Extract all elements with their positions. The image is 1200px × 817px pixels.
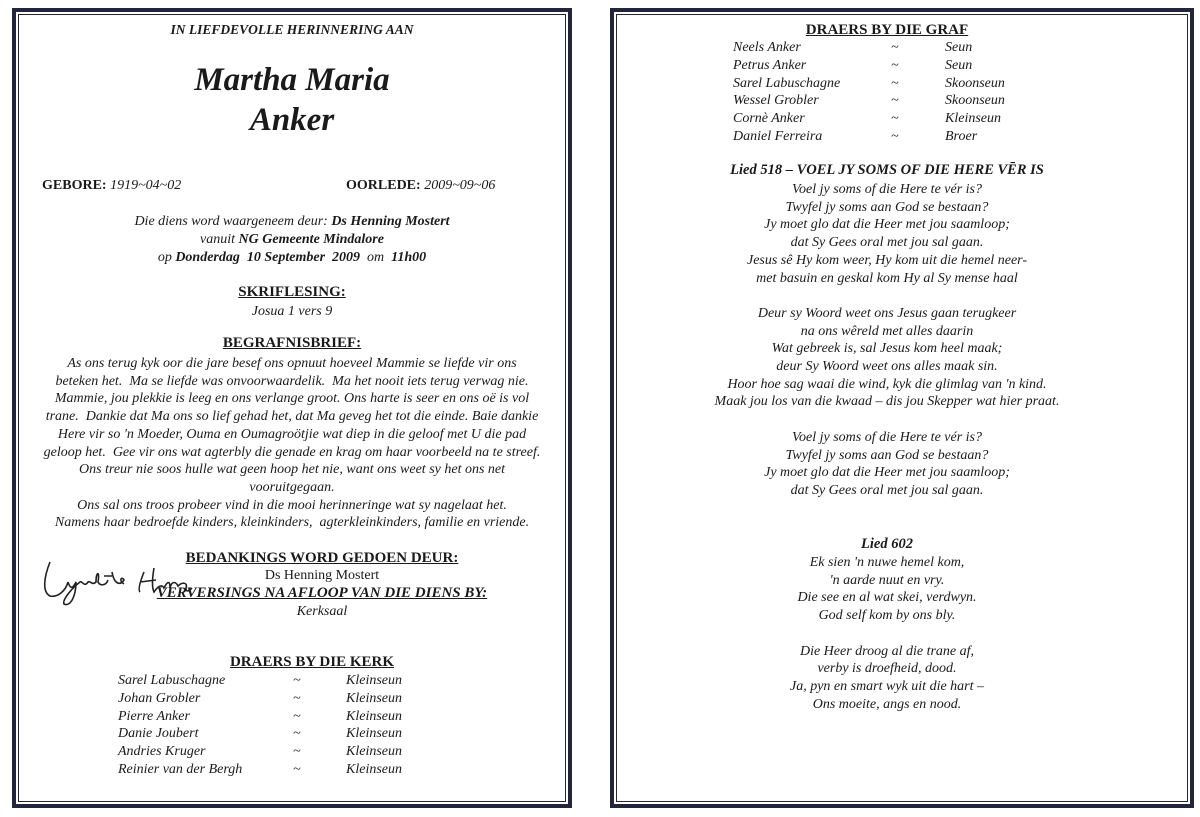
letter-line: beteken het. Ma se liefde was onvoorwaardelik. Ma het nooit iets terug verwag nie. — [55, 373, 529, 389]
song-verse — [584, 429, 1190, 500]
bearer-name: Wessel Grobler — [733, 93, 819, 109]
deceased-name-last: Anker — [249, 102, 335, 138]
bearer-name: Andries Kruger — [118, 744, 206, 760]
service-time: 11h00 — [391, 250, 427, 265]
letter-line: Here vir so 'n Moeder, Ouma en Oumagroötjie wat diep in die geloof met U die pad — [57, 426, 527, 442]
bearer-relation: Kleinseun — [346, 690, 402, 706]
bearer-relation: Skoonseun — [945, 75, 1005, 91]
lyric-line: Voel jy soms of die Here te vér is? — [792, 182, 982, 197]
bearer-separator: ~ — [293, 673, 301, 688]
bearer-row — [614, 111, 1190, 129]
officiant-name: Ds Henning Mostert — [331, 214, 450, 229]
bearer-separator: ~ — [891, 40, 899, 55]
lyric-line: Deur sy Woord weet ons Jesus gaan terugkeer — [757, 305, 1017, 321]
lyric-line: Ja, pyn en smart wyk uit die hart – — [789, 678, 985, 694]
service-datetime — [16, 249, 568, 267]
bearer-row — [614, 40, 1190, 58]
lyric-line: Jy moet glo dat die Heer met jou saamloop; — [764, 217, 1010, 233]
bearer-separator: ~ — [891, 75, 899, 91]
born-date — [42, 178, 181, 194]
congregation-name: NG Gemeente Mindalore — [238, 232, 384, 247]
song-verse — [584, 554, 1190, 625]
lyric-line: Die see en al wat skei, verdwyn. — [797, 590, 977, 606]
lyric-line: Wat gebreek is, sal Jesus kom heel maak; — [771, 341, 1003, 357]
date-label: op — [157, 250, 172, 265]
letter-line: Ons treur nie soos hulle wat geen hoop het nie, want ons weet sy het ons net — [78, 462, 506, 478]
service-date: Donderdag 10 September 2009 — [175, 250, 361, 265]
bearer-name: Petrus Anker — [733, 57, 807, 73]
scripture-reference: Josua 1 vers 9 — [251, 304, 333, 319]
lyric-line: Twyfel jy soms aan God se bestaan? — [785, 199, 989, 215]
refreshments-place: Kerksaal — [296, 604, 348, 619]
bearer-name: Danie Joubert — [118, 726, 199, 742]
bearer-row — [614, 129, 1190, 147]
grave-bearers-heading: DRAERS BY DIE GRAF — [805, 22, 969, 38]
bearer-name: Pierre Anker — [118, 708, 190, 724]
song-verse — [584, 181, 1190, 287]
bearer-row — [16, 726, 568, 744]
lyric-line: dat Sy Gees oral met jou sal gaan. — [790, 235, 984, 251]
song1-lyrics — [584, 181, 1190, 517]
born-value: 1919~04~02 — [110, 178, 182, 193]
congregation-label: vanuit — [200, 232, 236, 247]
song-verse — [584, 305, 1190, 411]
lyric-line: verby is droefheid, dood. — [817, 661, 957, 677]
bearer-relation: Kleinseun — [346, 708, 402, 724]
bearer-separator: ~ — [891, 111, 899, 127]
bearer-name: Cornè Anker — [733, 111, 805, 127]
lyric-line: na ons wêreld met alles daarin — [800, 323, 974, 339]
bearer-separator: ~ — [293, 744, 301, 760]
time-label: om — [367, 250, 385, 265]
lyric-line: Hoor hoe sag waai die wind, kyk die glimlag van 'n kind. — [727, 376, 1047, 392]
bearer-relation: Kleinseun — [346, 726, 402, 742]
lyric-line: Maak jou los van die kwaad – dis jou Skepper wat hier praat. — [714, 394, 1060, 410]
letter-line: vooruitgegaan. — [249, 479, 335, 495]
letter-line: geloop het. Gee vir ons wat agterbly die genade en krag om haar voorbeeld na te streef. — [43, 444, 541, 460]
lyric-line: Twyfel jy soms aan God se bestaan? — [785, 447, 989, 463]
lyric-line: God self kom by ons bly. — [818, 608, 956, 624]
deceased-name-first: Martha Maria — [194, 62, 390, 98]
lyric-line: Ek sien 'n nuwe hemel kom, — [809, 555, 965, 570]
letter-heading: BEGRAFNISBRIEF: — [222, 335, 362, 351]
bearer-separator: ~ — [293, 690, 301, 706]
memorial-header: IN LIEFDEVOLLE HERINNERING AAN — [170, 22, 414, 37]
officiant-label: Die diens word waargeneem deur: — [134, 214, 328, 229]
bearer-separator: ~ — [293, 762, 301, 777]
bearer-row — [614, 76, 1190, 94]
service-congregation — [16, 231, 568, 249]
thanks-by: Ds Henning Mostert — [264, 568, 380, 583]
bearer-separator: ~ — [891, 57, 899, 73]
bearer-row — [16, 691, 568, 709]
bearer-row — [16, 673, 568, 691]
lyric-line: deur Sy Woord weet ons alles maak sin. — [776, 359, 998, 375]
letter-line: Ons sal ons troos probeer vind in die mooi herinneringe wat sy nagelaat het. — [77, 497, 507, 513]
thanks-heading: BEDANKINGS WORD GEDOEN DEUR: — [185, 550, 459, 566]
bearer-row — [16, 744, 568, 762]
funeral-letter — [16, 355, 568, 532]
bearer-relation: Skoonseun — [945, 93, 1005, 109]
bearer-relation: Kleinseun — [346, 744, 402, 760]
lyric-line: Voel jy soms of die Here te vér is? — [792, 429, 982, 445]
bearer-name: Sarel Labuschagne — [118, 673, 226, 688]
song2-title: Lied 602 — [861, 536, 913, 552]
song2-lyrics — [584, 554, 1190, 731]
bearer-name: Neels Anker — [733, 40, 801, 55]
bearer-relation: Kleinseun — [346, 762, 402, 777]
bearer-row — [16, 762, 568, 780]
bearer-name: Reinier van der Bergh — [118, 762, 243, 777]
letter-line: Mammie, jou plekkie is leeg en ons verlange groot. Ons harte is seer en ons oë is vol — [54, 391, 530, 407]
bearer-separator: ~ — [293, 726, 301, 742]
lyric-line: Ons moeite, angs en nood. — [812, 696, 962, 712]
bearer-relation: Kleinseun — [945, 111, 1001, 127]
bearer-relation: Broer — [945, 129, 978, 144]
church-bearers-heading: DRAERS BY DIE KERK — [229, 654, 395, 670]
lyric-line: Die Heer droog al die trane af, — [799, 643, 975, 659]
scripture-heading: SKRIFLESING: — [238, 284, 346, 300]
letter-line: Namens haar bedroefde kinders, kleinkinders, agterkleinkinders, familie en vriende. — [54, 515, 530, 531]
bearer-relation: Kleinseun — [346, 673, 402, 688]
lyric-line: dat Sy Gees oral met jou sal gaan. — [790, 482, 984, 498]
bearer-separator: ~ — [293, 708, 301, 724]
bearer-name: Johan Grobler — [118, 690, 201, 706]
letter-line: As ons terug kyk oor die jare besef ons opnuut hoeveel Mammie se liefde vir ons — [67, 356, 517, 371]
lyric-line: Jesus sê Hy kom weer, Hy kom uit die hemel neer- — [746, 252, 1027, 268]
died-label: OORLEDE: — [346, 178, 421, 193]
bearer-row — [614, 58, 1190, 76]
bearer-relation: Seun — [945, 40, 973, 55]
left-page — [12, 8, 572, 808]
bearer-name: Sarel Labuschagne — [733, 75, 841, 91]
lyric-line: Jy moet glo dat die Heer met jou saamloop; — [764, 465, 1010, 481]
right-page — [610, 8, 1194, 808]
service-officiant — [16, 213, 568, 231]
song1-title: Lied 518 – VOEL JY SOMS OF DIE HERE VĒR IS — [730, 162, 1044, 178]
letter-line: trane. Dankie dat Ma ons so lief gehad het, dat Ma geveg het tot die einde. Baie dankie — [45, 409, 539, 425]
bearer-name: Daniel Ferreira — [733, 129, 823, 144]
lyric-line: 'n aarde nuut en vry. — [829, 572, 945, 588]
bearer-row — [614, 93, 1190, 111]
born-label: GEBORE: — [42, 178, 107, 193]
song-verse — [584, 643, 1190, 714]
bearer-row — [16, 709, 568, 727]
lyric-line: met basuin en geskal kom Hy al Sy mense haal — [756, 270, 1018, 286]
refreshments-heading: VERVERSINGS NA AFLOOP VAN DIE DIENS BY: — [156, 585, 488, 601]
bearer-relation: Seun — [945, 57, 973, 73]
bearer-separator: ~ — [891, 129, 899, 144]
bearer-separator: ~ — [891, 93, 899, 109]
died-value: 2009~09~06 — [424, 178, 496, 193]
died-date — [346, 178, 495, 194]
